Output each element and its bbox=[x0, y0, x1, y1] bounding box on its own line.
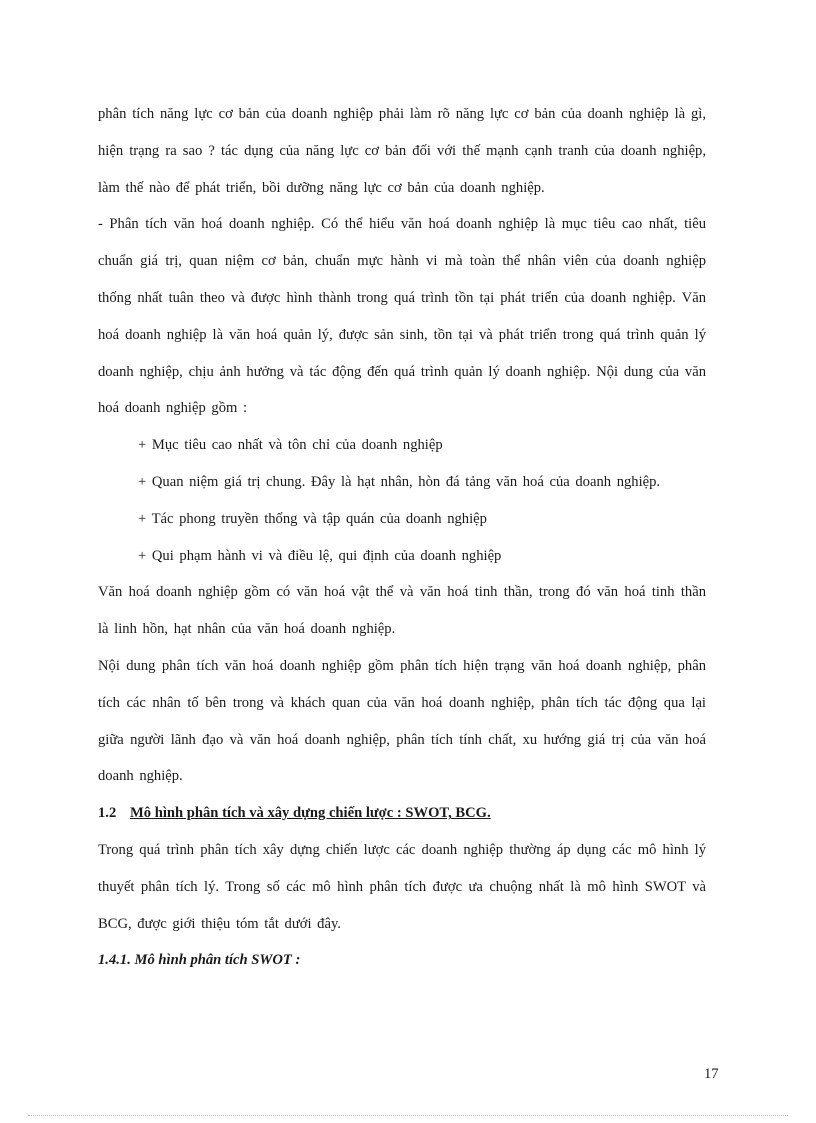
page-number: 17 bbox=[704, 1066, 719, 1082]
section-title: Mô hình phân tích và xây dựng chiến lược : SWOT, BCG. bbox=[130, 805, 491, 822]
subsection-heading: 1.4.1. Mô hình phân tích SWOT : bbox=[98, 952, 301, 969]
section-heading bbox=[98, 795, 706, 832]
bullet-item: + Quan niệm giá trị chung. Đây là hạt nhân, hòn đá tảng văn hoá của doanh nghiệp. bbox=[138, 473, 661, 490]
bullet-item: + Qui phạm hành vi và điều lệ, qui định của doanh nghiệp bbox=[138, 547, 502, 564]
paragraph-models-intro: Trong quá trình phân tích xây dựng chiến lược các doanh nghiệp thường áp dụng các mô hình lý thuyết phân tích lý. Trong số các mô hình phân tích được ưa chuộng nhất là mô hình SWOT và BCG, được giới thiệu tóm tắt dưới đây. bbox=[98, 841, 706, 932]
bullet-item: + Mục tiêu cao nhất và tôn chỉ của doanh nghiệp bbox=[138, 437, 443, 454]
paragraph-core-competence: phân tích năng lực cơ bản của doanh nghiệp phải làm rõ năng lực cơ bản của doanh nghiệp là gì, hiện trạng ra sao ? tác dụng của năng lực cơ bản đối với thế mạnh cạnh tranh của doanh nghiệp, làm thế nào để phát triển, bồi dưỡng năng lực cơ bản của doanh nghiệp. bbox=[98, 106, 706, 196]
paragraph-corporate-culture: - Phân tích văn hoá doanh nghiệp. Có thể hiểu văn hoá doanh nghiệp là mục tiêu cao nhất, tiêu chuẩn giá trị, quan niệm cơ bản, chuẩn mực hành vi mà toàn thể nhân viên của doanh nghiệp thống nhất tuân theo và được hình thành trong quá trình tồn tại phát triển của doanh nghiệp. Văn hoá doanh nghiệp là văn hoá quản lý, được sản sinh, tồn tại và phát triển trong quá trình quản lý doanh nghiệp, chịu ảnh hưởng và tác động đến quá trình quản lý doanh nghiệp. Nội dung của văn hoá doanh nghiệp gồm : bbox=[98, 216, 706, 417]
bullet-item: + Tác phong truyền thống và tập quán của doanh nghiệp bbox=[138, 510, 487, 527]
page-body bbox=[98, 96, 706, 979]
section-number: 1.2 bbox=[98, 805, 117, 822]
paragraph-culture-types: Văn hoá doanh nghiệp gồm có văn hoá vật thể và văn hoá tinh thần, trong đó văn hoá tinh thần là linh hồn, hạt nhân của văn hoá doanh nghiệp. bbox=[98, 584, 706, 638]
page-bottom-divider bbox=[28, 1115, 788, 1116]
paragraph-culture-analysis: Nội dung phân tích văn hoá doanh nghiệp gồm phân tích hiện trạng văn hoá doanh nghiệp, phân tích các nhân tố bên trong và khách quan của văn hoá doanh nghiệp, phân tích tác động qua lại giữa người lãnh đạo và văn hoá doanh nghiệp, phân tích tính chất, xu hướng giá trị của văn hoá doanh nghiệp. bbox=[98, 657, 706, 785]
